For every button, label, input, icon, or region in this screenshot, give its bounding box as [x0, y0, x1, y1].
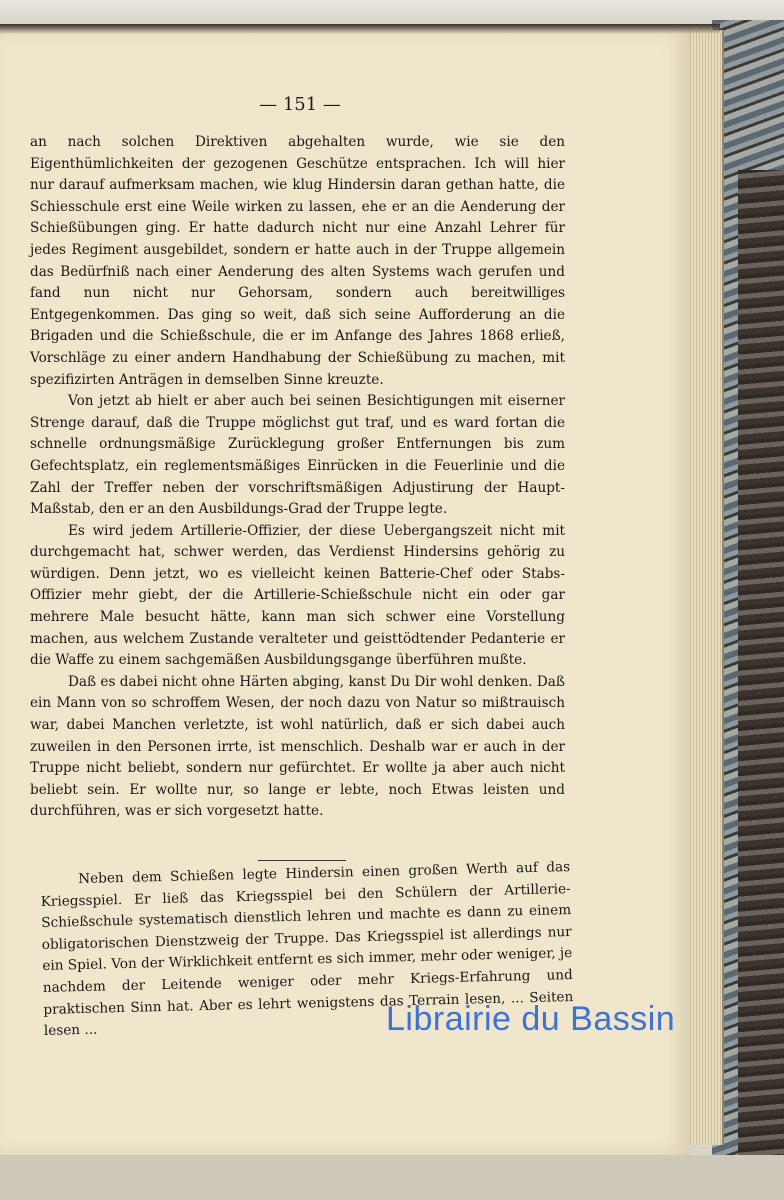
background-bottom: [0, 1155, 784, 1200]
book-spine-strip: [738, 170, 784, 1160]
section-divider: [258, 860, 346, 861]
page-top-shadow: [0, 24, 720, 34]
watermark: Librairie du Bassin: [386, 1000, 676, 1038]
page-number: — 151 —: [259, 94, 341, 115]
main-text: [30, 132, 565, 823]
paragraph: Von jetzt ab hielt er aber auch bei seinen Besichtigungen mit eiserner Strenge darauf, daß die Truppe möglichst gut traf, und es ward fortan die schnelle ordnungsmäßige Zurücklegung großer Entfernungen bis zum Gefechtsplatz, ein reglementsmäßiges Einrücken in die Feuerlinie und die Zahl der Treffer neben der vorschriftsmäßigen Adjustirung der Haupt-Maßstab, den er an den Ausbildungs-Grad der Truppe legte.: [30, 393, 565, 518]
paragraph: Neben dem Schießen legte Hindersin einen großen Werth auf das Kriegsspiel. Er ließ das Kriegsspiel bei den Schülern der Artillerie-Schießschule systematisch dienstlich lehren und machte es dann zu einem obligatorischen Dienstzweig der Truppe. Das Kriegsspiel ist allerdings nur ein Spiel. Von der Wirklichkeit entfernt es sich immer, mehr oder weniger, je nachdem der Leitende weniger oder mehr Kriegs-Erfahrung und praktischen Sinn hat. Aber es lehrt wenigstens das Terrain lesen, ... Seiten lesen ...: [40, 859, 574, 1040]
paragraph: Daß es dabei nicht ohne Härten abging, kanst Du Dir wohl denken. Daß ein Mann von so schroffem Wesen, der noch dazu von Natur so mißtrauisch war, dabei Manchen verletzte, ist wohl natürlich, daß er sich dabei auch zuweilen in den Personen irrte, ist menschlich. Deshalb war er auch in der Truppe nicht beliebt, sondern nur gefürchtet. Er wollte ja aber auch nicht beliebt sein. Er wollte nur, so lange er lebte, noch Etwas leisten und durchführen, was er sich vorgesetzt hatte.: [30, 673, 565, 820]
paragraph: an nach solchen Direktiven abgehalten wurde, wie sie den Eigenthümlichkeiten der gezogenen Geschütze entsprachen. Ich will hier nur darauf aufmerksam machen, wie klug Hindersin daran gethan hatte, die Schiesschule erst eine Weile wirken zu lassen, ehe er an die Aenderung der Schießübungen ging. Er hatte dadurch nicht nur eine Anzahl Lehrer für jedes Regiment ausgebildet, sondern er hatte auch in der Truppe allgemein das Bedürfniß nach einer Aenderung des alten Systems wach gerufen und fand nun nicht nur Gehorsam, sondern auch bereitwilliges Entgegenkommen. Das ging so weit, daß sich seine Aufforderung an die Brigaden und die Schießschule, die er im Anfange des Jahres 1868 erließ, Vorschläge zu einer andern Handhabung der Schießübung zu machen, mit spezifizirten Anträgen in demselben Sinne kreuzte.: [30, 134, 565, 388]
paragraph: Es wird jedem Artillerie-Offizier, der diese Uebergangszeit nicht mit durchgemacht hat, schwer werden, das Verdienst Hindersins gehörig zu würdigen. Denn jetzt, wo es vielleicht keinen Batterie-Chef oder Stabs-Offizier mehr giebt, der die Artillerie-Schießschule nicht ein oder gar mehrere Male besucht hätte, kann man sich schwer eine Vorstellung machen, aus welchem Zustande veralteter und geisttödtender Pedanterie er die Waffe zu einem sachgemäßen Ausbildungsgange überführen mußte.: [30, 522, 565, 669]
